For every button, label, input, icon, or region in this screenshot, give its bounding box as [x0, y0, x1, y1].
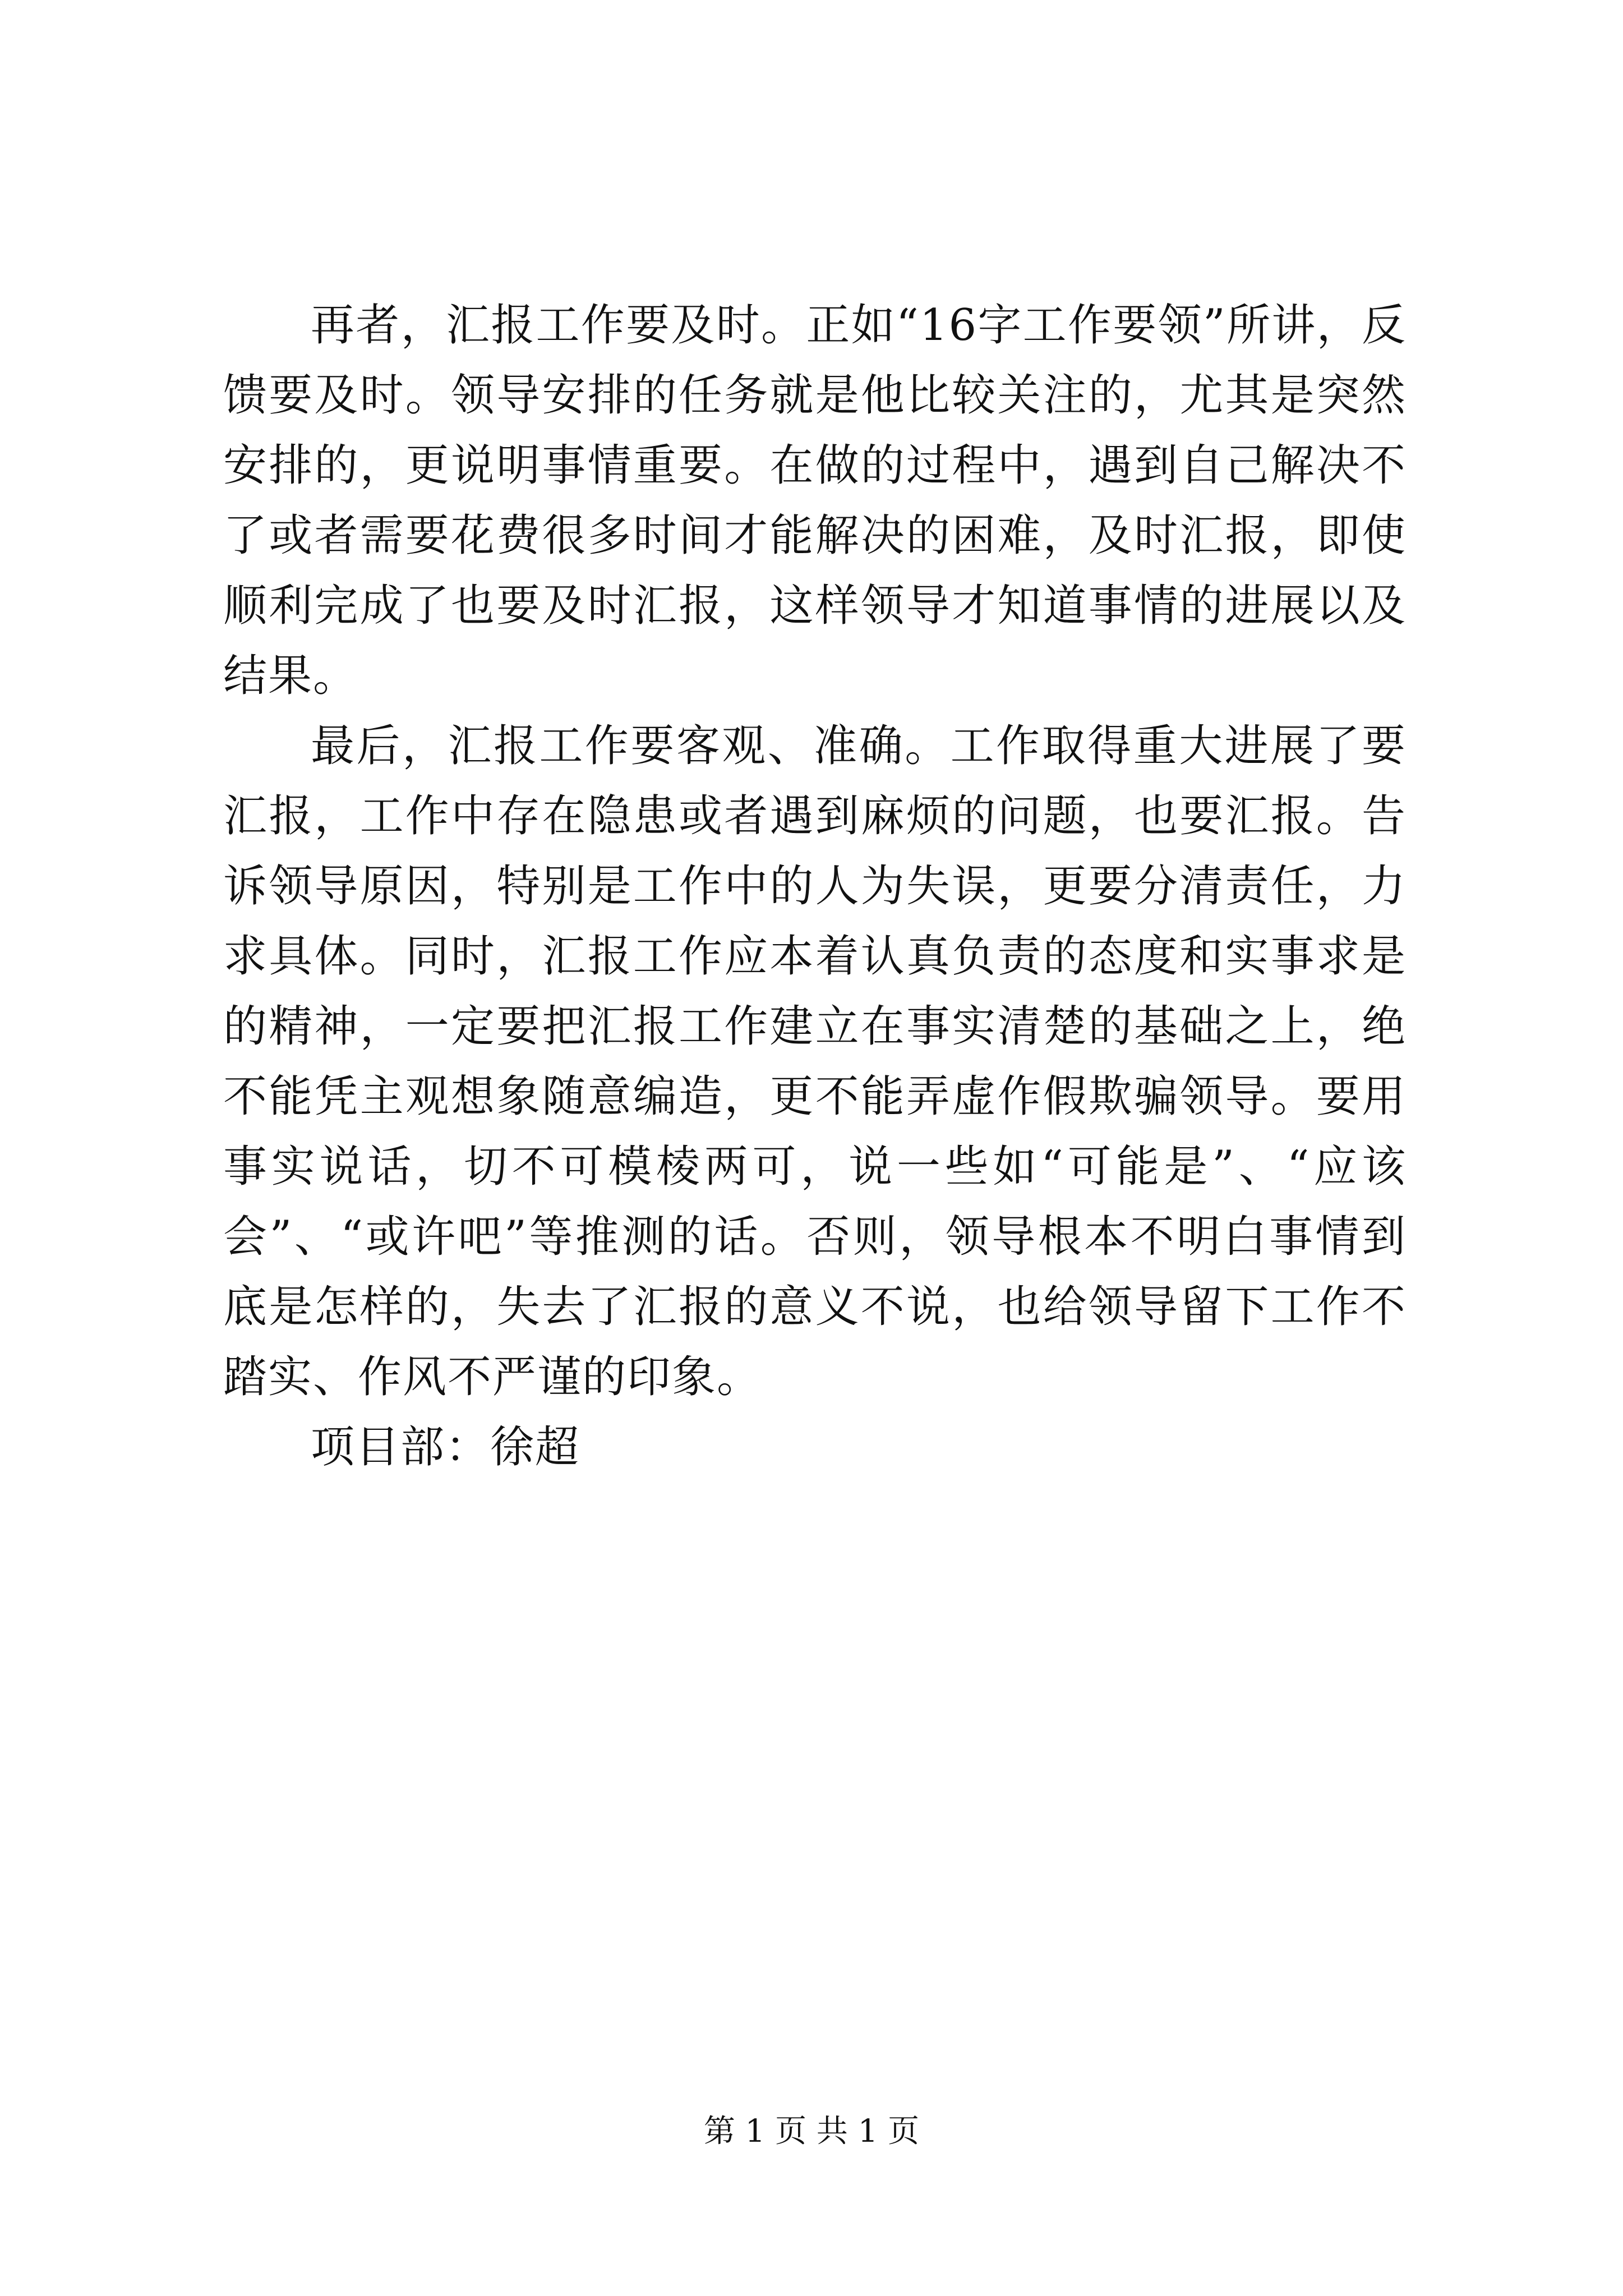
paragraph-report-objective: 最后，汇报工作要客观、准确。工作取得重大进展了要汇报，工作中存在隐患或者遇到麻烦的问题，也要汇报。告诉领导原因，特别是工作中的人为失误，更要分清责任，力求具体。同时，汇报工作应本着认真负责的态度和实事求是的精神，一定要把汇报工作建立在事实清楚的基础之上，绝不能凭主观想象随意编造，更不能弄虚作假欺骗领导。要用事实说话，切不可模棱两可，说一些如“可能是”、“应该会”、“或许吧”等推测的话。否则，领导根本不明白事情到底是怎样的，失去了汇报的意义不说，也给领导留下工作不踏实、作风不严谨的印象。: [223, 721, 1407, 1402]
document-body: [223, 291, 1407, 1483]
paragraph-report-timely: 再者，汇报工作要及时。正如“16字工作要领”所讲，反馈要及时。领导安排的任务就是他比较关注的，尤其是突然安排的，更说明事情重要。在做的过程中，遇到自己解决不了或者需要花费很多时间才能解决的困难，及时汇报，即使顺利完成了也要及时汇报，这样领导才知道事情的进展以及结果。: [223, 300, 1407, 701]
signature: 项目部：徐超: [311, 1422, 580, 1473]
page-footer: 第 1 页 共 1 页: [703, 2113, 920, 2150]
